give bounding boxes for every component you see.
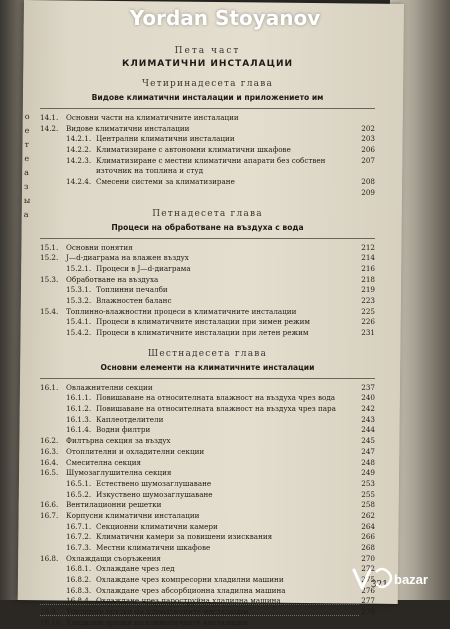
toc-entry-page: 279 [361,607,375,617]
toc-entry-page: 216 [361,263,375,273]
toc-entry-page: 219 [361,285,375,295]
divider [40,108,375,109]
toc-entry [40,522,375,533]
toc-entry-title: Процеси в J—d-диаграма [96,263,191,273]
toc-entry-title: Филтърна секция за въздух [66,436,171,446]
toc-entry-number: 16.4. [40,457,59,467]
chapter-label: Петнадесета глава [152,208,263,219]
toc-entry [40,511,375,522]
toc-entry [40,404,375,415]
toc-entry [40,383,375,394]
toc-entry-number: 15.3.2. [66,295,92,305]
toc-entry-number: 15.2. [40,253,59,263]
toc-entry [40,532,375,543]
toc-entry [40,490,375,501]
toc-entry [40,177,375,188]
toc-entry [40,543,375,554]
toc-entry-title: Смесени системи за климатизиране [96,177,235,187]
toc-entry-title: източник на топлина и студ [96,166,204,176]
chapter-title: Основни елементи на климатичните инсталации [100,362,315,372]
toc-entry-title: Процеси в климатичните инсталации при зимен режим [96,317,310,327]
toc-entry-title: Влажностен баланс [96,295,172,305]
toc-entry-title: Охлаждане чрез компресорни хладилни машини [96,575,284,585]
toc-entry-title: Секционни климатични камери [96,521,218,531]
toc-entry-page: 207 [361,155,375,165]
toc-entry [40,447,375,458]
toc-entry-page: 258 [361,500,375,510]
toc-entry-number: 16.5. [40,468,59,478]
toc-entry-title: Основни понятия [66,242,133,252]
watermark: Yordan Stoyanov [129,6,321,30]
toc-entry [40,166,375,177]
toc-entry-number: 14.1. [40,113,59,122]
toc-entry-number: 16.3. [40,446,59,456]
toc-entry-title: Охлаждане чрез абсорбционна хладилна машина [96,585,286,595]
toc-entry-title: Хладилни връзки на климатичните инсталации [66,617,248,627]
toc-entry-page: 247 [361,446,375,456]
toc-entry-page: 253 [361,478,375,488]
toc-entry [40,113,375,124]
toc-entry-page: 243 [361,414,375,424]
toc-entry-number: 15.3.1. [66,285,92,295]
toc-entry-page: 240 [361,393,375,403]
toc-entry-title: Естествено шумозаглушаване [96,478,212,488]
toc-entry-number: 16.2. [40,436,59,446]
toc-entry-title: Повишаване на относителната влажност на въздуха чрез пара [96,404,336,414]
toc-entry-title: Водни филтри [96,425,151,435]
toc-entry-page: 244 [361,425,375,435]
toc-entry [40,393,375,404]
toc-entry-title: Климатизиране с автономни климатични шкафове [96,145,291,155]
toc-entry [40,328,375,339]
toc-entry-page: 209 [361,187,375,197]
toc-entry [40,243,375,254]
toc-entry-page: 237 [361,382,375,392]
toc-entry-number: 16.10. [40,617,63,627]
chapter-label: Четиринадесета глава [141,79,274,89]
toc-entry-title: Обработване на въздуха [66,274,159,284]
toc-entry-number: 16.7. [40,510,59,520]
toc-entry-page: 277 [361,596,375,606]
dot-leader [40,196,359,197]
chapter-title: Видове климатични инсталации и приложението им [91,93,324,102]
toc-entry [40,575,375,586]
toc-entry-page: 245 [361,436,375,446]
toc-entry-list [40,113,375,199]
marketplace-logo-icon [348,562,440,596]
toc-entry [40,425,375,436]
toc-entry [40,596,375,607]
toc-entry-page: 270 [361,553,375,563]
toc-entry-number: 16.1.1. [66,393,92,403]
table-of-contents [40,38,375,629]
toc-entry-number: 16.5.2. [66,489,92,499]
toc-entry-page: 208 [361,177,375,187]
toc-entry-page: 255 [361,489,375,499]
toc-entry-number: 16.7.2. [66,532,92,542]
toc-entry-page: 275 [361,575,375,585]
divider [40,238,375,239]
toc-entry-page: 214 [361,253,375,263]
toc-entry [40,468,375,479]
toc-entry-title: Шумозаглушителна секция [66,468,172,478]
toc-entry-page: 223 [361,295,375,305]
toc-entry-page: 212 [361,242,375,252]
toc-entry [40,188,375,199]
toc-entry-page: 248 [361,457,375,467]
toc-entry [40,317,375,328]
page-number: 321 [370,580,388,590]
toc-entry-number: 15.4.1. [66,317,92,327]
toc-entry-number: 16.1.2. [66,404,92,414]
toc-entry-page: 268 [361,543,375,552]
svg-text:bazar: bazar [394,572,428,587]
toc-entry-title: Основни части на климатичните инсталации [66,113,239,122]
toc-entry-number: 16.1.3. [66,414,92,424]
toc-entry [40,479,375,490]
toc-entry-title: Климатизиране с местни климатични апарати без собствен [96,155,326,165]
toc-entry-title: Вентилационни решетки [66,500,162,510]
toc-entry-page: 264 [361,521,375,531]
toc-entry-number: 14.2.1. [66,134,92,144]
chapter-title: Процеси на обработване на въздуха с вода [111,222,304,232]
toc-entry-number: 14.2.4. [66,177,92,187]
chapter-label: Шестнадесета глава [147,348,268,359]
toc-entry [40,134,375,145]
divider [40,378,375,379]
toc-entry [40,264,375,275]
toc-entry-number: 15.4. [40,306,59,316]
part-label: Пета част [174,46,241,56]
toc-entry-page: 218 [361,274,375,284]
toc-entry [40,145,375,156]
toc-entry-number: 14.2.2. [66,145,92,155]
toc-entry-title: Повишаване на относителната влажност на въздуха чрез вода [96,393,336,403]
toc-entry-number: 16.8.1. [66,564,92,574]
toc-entry-page: 242 [361,404,375,414]
toc-entry-number: 16.8.2. [66,575,92,585]
toc-entry [40,554,375,565]
toc-entry [40,618,375,629]
toc-entry-title: Изкуствено шумозаглушаване [96,489,213,499]
toc-entry [40,156,375,167]
toc-entry-number: 15.4.2. [66,328,92,337]
toc-entry-title: Корпусни климатични инсталации [66,510,200,520]
toc-entry-title: Централни климатични инсталации [96,134,235,144]
toc-entry-number: 16.1. [40,382,59,392]
toc-entry-page: 206 [361,145,375,155]
toc-entry-page: 225 [361,306,375,316]
toc-entry-list [40,383,375,629]
toc-entry-title: J—d-диаграма на влажен въздух [66,253,189,263]
toc-entry-page: 226 [361,317,375,327]
toc-entry-number: 16.5.1. [66,478,92,488]
toc-entry-number: 16.8. [40,553,59,563]
toc-entry-title: Овлажнителни секции [66,382,153,392]
toc-entry-title: Охлаждане чрез лед [96,564,175,574]
toc-entry-number: 14.2. [40,123,59,133]
toc-entry-title: Климатични камери за повишени изисквания [96,532,273,542]
toc-entry-title: Отоплителни и охладителни секции [66,446,205,456]
toc-entry [40,436,375,447]
toc-entry-number: 15.1. [40,242,59,252]
toc-entry [40,607,375,618]
toc-entry-page: 262 [361,510,375,520]
toc-entry-number: 16.8.4. [66,596,92,606]
toc-entry-number: 15.3. [40,274,59,284]
toc-entry-title: Топлинно-влажностни процеси в климатичните инсталации [66,306,297,316]
toc-entry [40,307,375,318]
toc-entry-number: 16.7.1. [66,521,92,531]
toc-entry-title: Топлинни връзки на климатичните инсталации [66,607,249,617]
toc-entry [40,586,375,597]
toc-entry [40,124,375,135]
toc-entry-number: 15.2.1. [66,263,92,273]
toc-entry-number: 16.9. [40,607,59,617]
part-title: КЛИМАТИЧНИ ИНСТАЛАЦИИ [121,59,294,69]
toc-entry-list [40,243,375,339]
toc-entry [40,564,375,575]
toc-entry [40,275,375,286]
toc-entry-title: Топлинни печалби [96,285,168,295]
toc-entry-page: 231 [361,328,375,337]
toc-entry [40,458,375,469]
toc-entry-page: 272 [361,564,375,574]
toc-entry-number: 16.7.3. [66,543,92,552]
toc-entry-number: 16.8.3. [66,585,92,595]
toc-entry [40,415,375,426]
toc-entry-page: 276 [361,585,375,595]
toc-entry-page: 266 [361,532,375,542]
toc-entry [40,285,375,296]
toc-entry [40,296,375,307]
toc-entry-number: 16.6. [40,500,59,510]
toc-entry-title: Охлаждащи съоръжения [66,553,161,563]
toc-entry-title: Видове климатични инсталации [66,123,190,133]
toc-entry-page: 203 [361,134,375,144]
toc-entry-title: Местни климатични шкафове [96,543,211,552]
facing-page-fragment: о е т е а з ы а [23,112,31,220]
toc-entry [40,253,375,264]
toc-entry [40,500,375,511]
toc-entry-number: 14.2.3. [66,155,92,165]
toc-entry-page: 202 [361,123,375,133]
toc-entry-number: 16.1.4. [66,425,92,435]
toc-entry-title: Каплеотделители [96,414,164,424]
toc-entry-title: Смесителна секция [66,457,142,467]
toc-entry-title: Охлаждане чрез пароструйна хладилна машина [96,596,281,606]
toc-entry-title: Процеси в климатичните инсталации при летен режим [96,328,309,337]
toc-entry-page: 249 [361,468,375,478]
